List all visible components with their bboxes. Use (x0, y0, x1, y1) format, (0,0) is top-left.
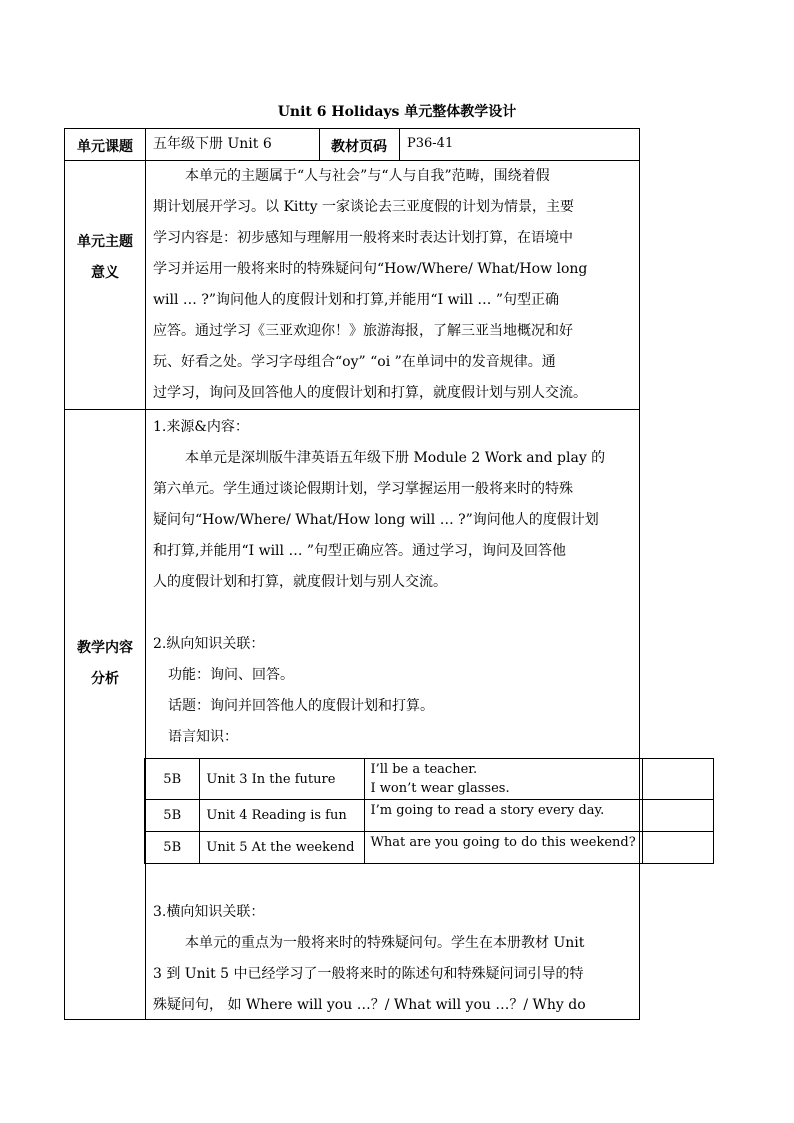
unit-cell: Unit 4 Reading is fun (200, 800, 364, 832)
section2-heading: 2.纵向知识关联： (153, 636, 265, 652)
label-column-divider (145, 129, 146, 1019)
section3-heading: 3.横向知识关联： (153, 904, 265, 920)
section3-line: 本单元的重点为一般将来时的特殊疑问句。学生在本册教材 Unit (185, 935, 585, 951)
sentence-cell: I’m going to read a story every day. (364, 800, 642, 832)
sentence-line: I’ll be a teacher. (370, 762, 478, 777)
page-title: Unit 6 Holidays 单元整体教学设计 (277, 104, 517, 120)
meaning-line: 本单元的主题属于“人与社会”与“人与自我”范畴，围绕着假 (185, 168, 550, 184)
analysis-label-line1: 教学内容 (77, 640, 133, 656)
meaning-paragraph (153, 161, 633, 409)
meaning-row-border (65, 409, 639, 410)
meaning-line: 学习内容是：初步感知与理解用一般将来时表达计划打算，在语境中 (153, 230, 573, 246)
section1-paragraph (153, 443, 633, 598)
empty-cell (642, 832, 713, 864)
sentence-cell (364, 759, 642, 800)
meaning-line: 学习并运用一般将来时的特殊疑问句“How/Where/ What/How long (153, 261, 588, 277)
unit-cell: Unit 5 At the weekend (200, 832, 364, 864)
function-line: 功能：询问、回答。 (168, 667, 294, 683)
section1-line: 和打算,并能用“I will … ”句型正确应答。通过学习，询问及回答他 (153, 543, 567, 559)
page-range-value: P36-41 (407, 136, 454, 151)
page-range-label: 教材页码 (331, 139, 387, 155)
meaning-line: 过学习，询问及回答他人的度假计划和打算，就度假计划与别人交流。 (153, 385, 587, 401)
section1-line: 人的度假计划和打算，就度假计划与别人交流。 (153, 574, 447, 590)
table-row (145, 800, 714, 832)
topic-line: 话题：询问并回答他人的度假计划和打算。 (168, 698, 434, 714)
section3-paragraph (153, 928, 633, 1021)
sentence-line: I won’t wear glasses. (370, 781, 510, 796)
section3-line: 殊疑问句， 如 Where will you …？/ What will you …？/ Why do (153, 997, 586, 1013)
sentence-cell: What are you going to do this weekend? (364, 832, 642, 864)
knowledge-table (144, 758, 714, 864)
table-row (145, 759, 714, 800)
unit-topic-label: 单元课题 (77, 139, 133, 155)
grade-cell: 5B (145, 832, 200, 864)
meaning-label-line1: 单元主题 (77, 234, 133, 250)
section1-line: 本单元是深圳版牛津英语五年级下册 Module 2 Work and play 的 (185, 450, 606, 466)
empty-cell (642, 800, 713, 832)
table-row (145, 832, 714, 864)
meaning-label-line2: 意义 (91, 265, 119, 281)
section1-line: 疑问句“How/Where/ What/How long will … ?”询问他人的度假计划 (153, 512, 599, 528)
lesson-table (64, 128, 640, 1020)
empty-cell (642, 759, 713, 800)
meaning-line: 应答。通过学习《三亚欢迎你！》旅游海报，了解三亚当地概况和好 (153, 323, 573, 339)
unit-cell: Unit 3 In the future (200, 759, 364, 800)
meaning-line: 玩、好看之处。学习字母组合“oy” “oi ”在单词中的发音规律。通 (153, 354, 556, 370)
meaning-line: will … ?”询问他人的度假计划和打算,并能用“I will … ”句型正确 (153, 292, 560, 308)
section3-line: 3 到 Unit 5 中已经学习了一般将来时的陈述句和特殊疑问词引导的特 (153, 966, 584, 982)
header-divider-3 (399, 129, 400, 160)
meaning-line: 期计划展开学习。以 Kitty 一家谈论去三亚度假的计划为情景，主要 (153, 199, 574, 215)
analysis-label-line2: 分析 (91, 671, 119, 687)
unit-topic-value: 五年级下册 Unit 6 (153, 136, 272, 152)
grade-cell: 5B (145, 759, 200, 800)
grade-cell: 5B (145, 800, 200, 832)
section1-heading: 1.来源&内容： (153, 419, 249, 435)
language-line: 语言知识： (168, 729, 238, 745)
section1-line: 第六单元。学生通过谈论假期计划，学习掌握运用一般将来时的特殊 (153, 481, 573, 497)
